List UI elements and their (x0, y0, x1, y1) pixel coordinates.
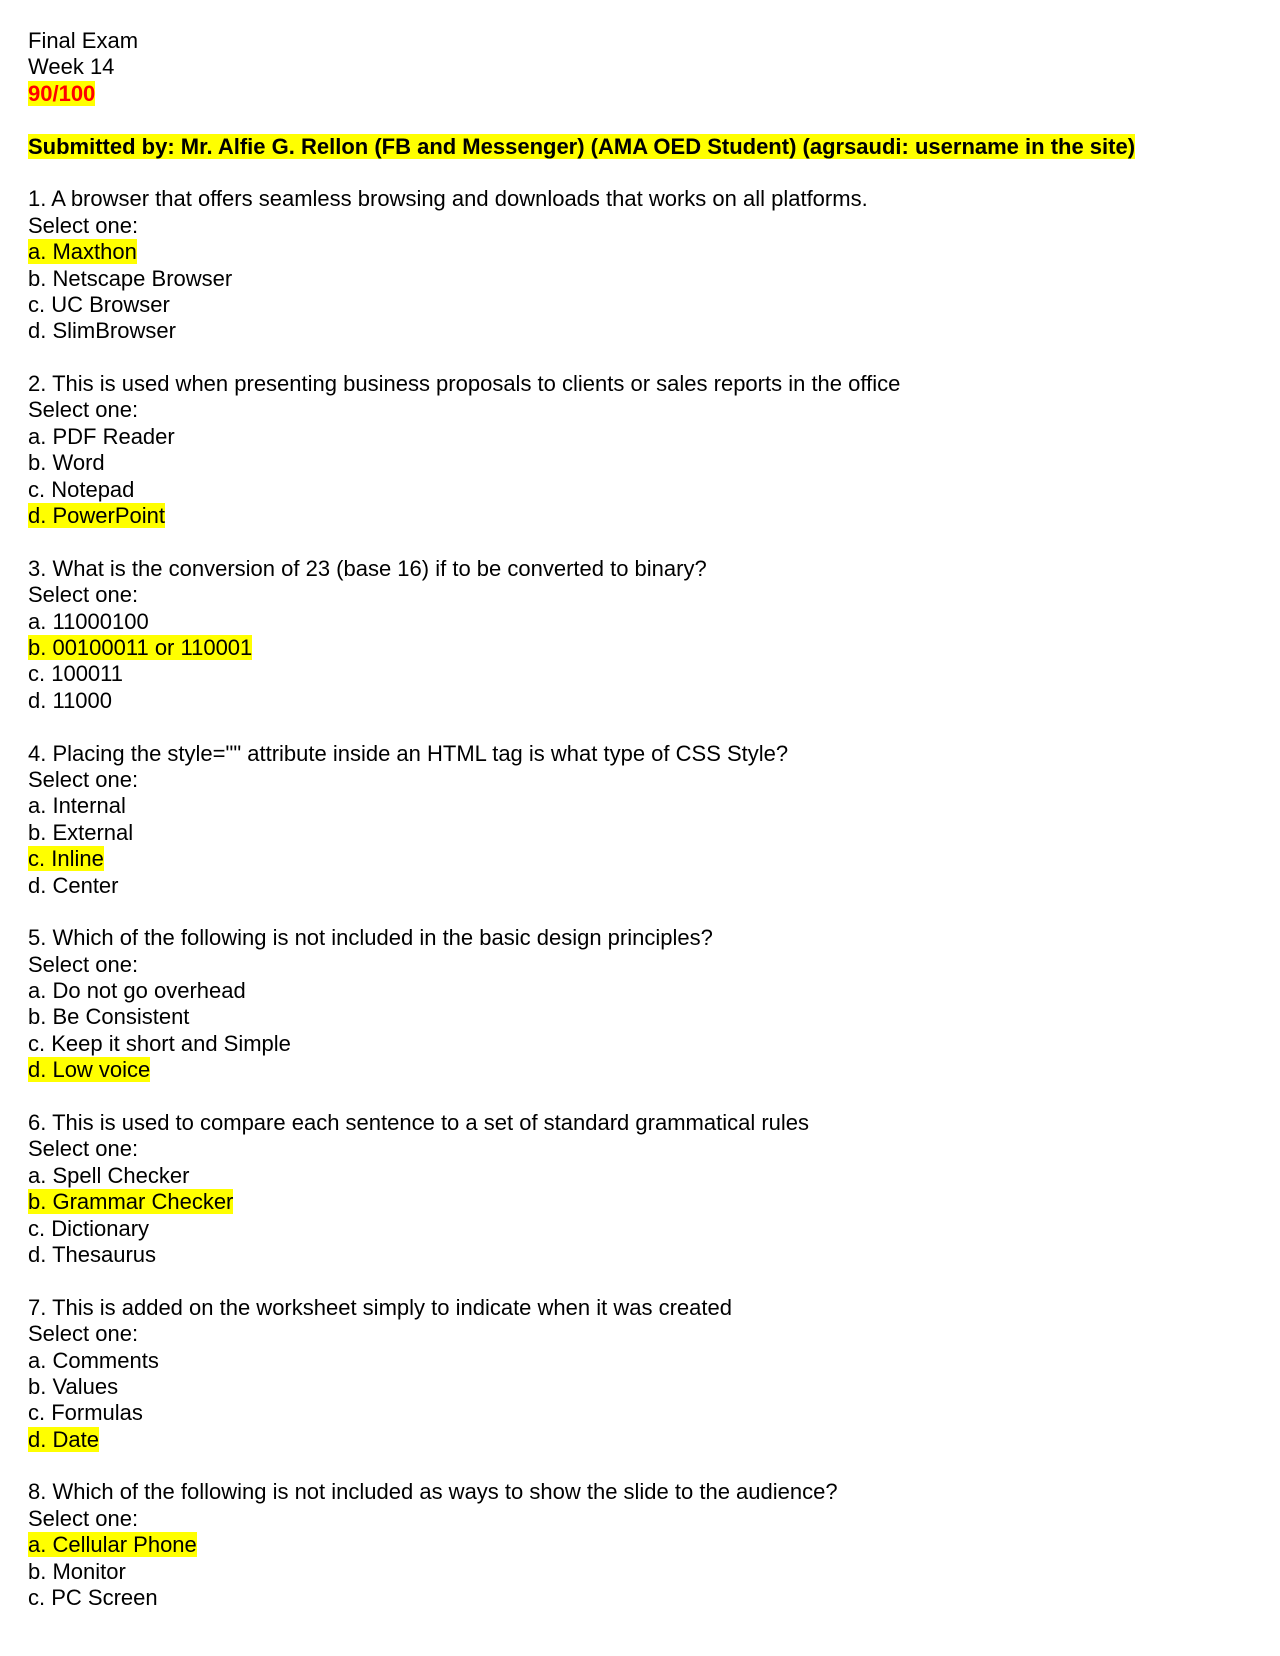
submitted-by-line (28, 134, 1248, 160)
spacer (28, 1084, 1248, 1110)
answer-option: b. Netscape Browser (28, 265, 233, 291)
answer-option: c. PC Screen (28, 1585, 158, 1611)
exam-title-line (28, 28, 1248, 54)
question-text-line (28, 1479, 1248, 1505)
answer-option: b. Monitor (28, 1558, 126, 1584)
question-block (28, 741, 1248, 926)
select-one-prompt: Select one: (28, 582, 139, 608)
answer-option: a. 11000100 (28, 608, 149, 634)
question-text-line (28, 1295, 1248, 1321)
highlighted-answer-option: a. Maxthon (28, 239, 137, 265)
option-line (28, 1031, 1248, 1057)
option-line (28, 873, 1248, 899)
answer-option: a. Spell Checker (28, 1162, 190, 1188)
option-line (28, 978, 1248, 1004)
spacer (28, 1453, 1248, 1479)
select-one-prompt: Select one: (28, 951, 139, 977)
answer-option: c. Keep it short and Simple (28, 1030, 291, 1056)
option-line (28, 1216, 1248, 1242)
option-line (28, 1559, 1248, 1585)
highlighted-answer-option: b. 00100011 or 110001 (28, 634, 253, 660)
question-block (28, 1295, 1248, 1480)
highlighted-answer-option: d. PowerPoint (28, 503, 165, 529)
answer-option: a. PDF Reader (28, 423, 175, 449)
option-line (28, 503, 1248, 529)
option-line (28, 688, 1248, 714)
option-line (28, 450, 1248, 476)
question-text: 7. This is added on the worksheet simply to indicate when it was created (28, 1294, 732, 1320)
question-text: 2. This is used when presenting business proposals to clients or sales reports in the office (28, 371, 901, 397)
select-one-line (28, 767, 1248, 793)
option-line (28, 609, 1248, 635)
question-block (28, 925, 1248, 1110)
question-block (28, 1479, 1248, 1611)
spacer (28, 899, 1248, 925)
spacer (28, 160, 1248, 186)
question-text-line (28, 925, 1248, 951)
question-text: 6. This is used to compare each sentence to a set of standard grammatical rules (28, 1110, 809, 1136)
option-line (28, 1374, 1248, 1400)
option-line (28, 793, 1248, 819)
select-one-line (28, 952, 1248, 978)
question-block (28, 186, 1248, 371)
submitted-by: Submitted by: Mr. Alfie G. Rellon (FB and Messenger) (AMA OED Student) (agrsaudi: username in the site) (28, 133, 1136, 159)
option-line (28, 318, 1248, 344)
exam-title: Final Exam (28, 28, 139, 53)
option-line (28, 1532, 1248, 1558)
option-line (28, 239, 1248, 265)
option-line (28, 266, 1248, 292)
select-one-line (28, 213, 1248, 239)
question-list (28, 186, 1248, 1611)
option-line (28, 1242, 1248, 1268)
answer-option: c. UC Browser (28, 291, 170, 317)
question-text: 4. Placing the style="" attribute inside an HTML tag is what type of CSS Style? (28, 740, 789, 766)
highlighted-answer-option: b. Grammar Checker (28, 1189, 234, 1215)
option-line (28, 477, 1248, 503)
question-text-line (28, 371, 1248, 397)
select-one-prompt: Select one: (28, 1136, 139, 1162)
question-text: 3. What is the conversion of 23 (base 16) if to be converted to binary? (28, 555, 707, 581)
answer-option: b. Word (28, 450, 105, 476)
question-text: 5. Which of the following is not included in the basic design principles? (28, 925, 713, 951)
question-text: 8. Which of the following is not included as ways to show the slide to the audience? (28, 1479, 838, 1505)
question-text-line (28, 186, 1248, 212)
select-one-line (28, 1321, 1248, 1347)
answer-option: d. Thesaurus (28, 1241, 157, 1267)
answer-option: d. 11000 (28, 687, 113, 713)
answer-option: a. Do not go overhead (28, 978, 246, 1004)
exam-week: Week 14 (28, 54, 115, 80)
highlighted-answer-option: c. Inline (28, 846, 104, 872)
exam-score: 90/100 (28, 80, 96, 106)
select-one-prompt: Select one: (28, 1321, 139, 1347)
option-line (28, 424, 1248, 450)
select-one-line (28, 1506, 1248, 1532)
spacer (28, 1268, 1248, 1294)
question-text: 1. A browser that offers seamless browsing and downloads that works on all platforms. (28, 186, 868, 212)
option-line (28, 820, 1248, 846)
option-line (28, 1400, 1248, 1426)
option-line (28, 1004, 1248, 1030)
document-page (28, 28, 1248, 1611)
spacer (28, 345, 1248, 371)
highlighted-answer-option: a. Cellular Phone (28, 1532, 197, 1558)
option-line (28, 661, 1248, 687)
option-line (28, 1057, 1248, 1083)
exam-score-line (28, 81, 1248, 107)
highlighted-answer-option: d. Low voice (28, 1057, 151, 1083)
answer-option: c. Notepad (28, 476, 135, 502)
question-text-line (28, 1110, 1248, 1136)
answer-option: b. Be Consistent (28, 1004, 190, 1030)
question-text-line (28, 556, 1248, 582)
spacer (28, 714, 1248, 740)
option-line (28, 635, 1248, 661)
question-block (28, 371, 1248, 556)
question-text-line (28, 741, 1248, 767)
spacer (28, 529, 1248, 555)
option-line (28, 1348, 1248, 1374)
answer-option: c. Formulas (28, 1400, 143, 1426)
select-one-prompt: Select one: (28, 1505, 139, 1531)
question-block (28, 1110, 1248, 1295)
option-line (28, 1189, 1248, 1215)
spacer (28, 107, 1248, 133)
answer-option: a. Internal (28, 793, 126, 819)
answer-option: d. Center (28, 872, 119, 898)
option-line (28, 1427, 1248, 1453)
option-line (28, 846, 1248, 872)
option-line (28, 292, 1248, 318)
answer-option: c. Dictionary (28, 1215, 150, 1241)
select-one-line (28, 582, 1248, 608)
select-one-prompt: Select one: (28, 397, 139, 423)
answer-option: d. SlimBrowser (28, 318, 176, 344)
option-line (28, 1585, 1248, 1611)
select-one-prompt: Select one: (28, 766, 139, 792)
answer-option: b. External (28, 819, 134, 845)
answer-option: a. Comments (28, 1347, 159, 1373)
highlighted-answer-option: d. Date (28, 1426, 99, 1452)
option-line (28, 1163, 1248, 1189)
answer-option: c. 100011 (28, 661, 124, 687)
select-one-line (28, 1136, 1248, 1162)
answer-option: b. Values (28, 1373, 119, 1399)
exam-week-line (28, 54, 1248, 80)
question-block (28, 556, 1248, 741)
select-one-prompt: Select one: (28, 212, 139, 238)
select-one-line (28, 397, 1248, 423)
